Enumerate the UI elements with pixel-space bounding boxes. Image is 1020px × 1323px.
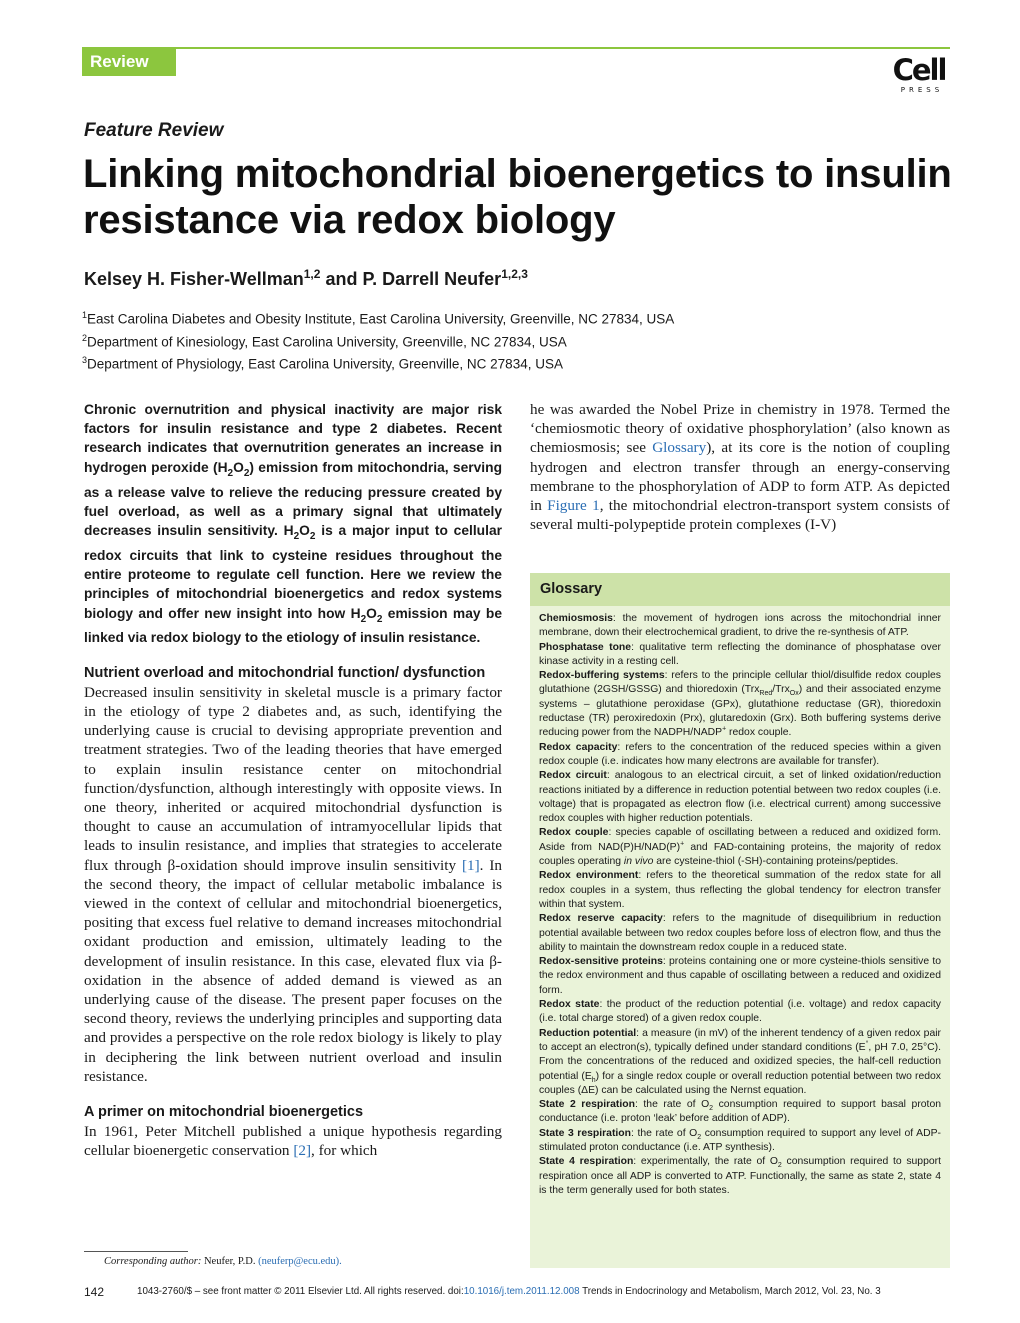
citation-link[interactable]: [1] bbox=[461, 856, 480, 874]
figure-link[interactable]: Figure 1 bbox=[547, 497, 600, 515]
affiliation-text: East Carolina Diabetes and Obesity Institute, East Carolina University, Greenville, NC 27834, USA bbox=[87, 311, 675, 327]
glossary-entry: State 3 respiration: the rate of $O_2$ consumption required to support any level of ADP-stimulated proton conductance (i.e. ATP synthesis). bbox=[539, 1127, 942, 1153]
email-link[interactable]: (neuferp@ecu.edu). bbox=[258, 1256, 342, 1267]
affiliation bbox=[82, 351, 674, 374]
glossary-link[interactable]: Glossary bbox=[652, 439, 707, 457]
glossary-entry: State 2 respiration: the rate of $O_2$ consumption required to support basal proton conductance (i.e. proton ‘leak’ before addition of ADP). bbox=[539, 1099, 941, 1125]
article-type: Feature Review bbox=[84, 120, 224, 141]
glossary-entry: Redox-buffering systems: refers to the principle cellular thiol/disulfide redox couples glutathione (2GSH/GSSG) and thioredoxin (Trx$_{Red}$/Trx$_{Ox}$) and their associated enzyme systems – glutathione peroxidase (GPx), glutathione reductase (GR), thioredoxin reductase (TR) peroxiredoxin (Prx), glutaredoxin (Grx). Both buffering systems derive reducing power from the NADPH/NADP+ redox couple. bbox=[539, 670, 941, 739]
left-column bbox=[84, 400, 502, 1160]
body-paragraph: Decreased insulin sensitivity in skeletal muscle is a primary factor in the etiology of type 2 diabetes and, as such, identifying the underlying cause is crucial to devising appropriate prevention and treatment strategies. Two of the leading theories that have emerged to explain insulin resistance center on mitochondrial function/dysfunction, although interestingly with opposite views. In one theory, inherited or acquired mitochondrial dysfunction is thought to cause an accumulation of intramyocellular lipids that leads to insulin resistance, and implies that strategies to accelerate flux through β-oxidation should improve insulin sensitivity [1]. In the second theory, the impact of cellular metabolic imbalance is viewed in the context of cellular and mitochondrial bioenergetics, positing that excess fuel relative to demand increases mitochondrial oxidant production and emission, ultimately leading to the development of insulin resistance. In this case, elevated flux via β-oxidation in the absence of added demand is viewed as an underlying cause of the disease. The present paper focuses on the second theory, reviews the underlying principles and supporting data and provides a perspective on the role redox biology is likely to play in deciphering the link between nutrient overload and insulin resistance. bbox=[84, 683, 503, 1085]
affiliation-text: Department of Kinesiology, East Carolina University, Greenville, NC 27834, USA bbox=[87, 334, 567, 349]
page-number: 142 bbox=[84, 1285, 105, 1299]
corresponding-author: Corresponding author: Neufer, P.D. (neuferp@ecu.edu). bbox=[104, 1256, 342, 1267]
abstract: Chronic overnutrition and physical inactivity are major risk factors for insulin resistance and type 2 diabetes. Recent research indicates that overnutrition generates an increase in hydrogen peroxide $(H_2O_2)$ emission from mitochondria, serving as a release valve to relieve the reducing pressure created by fuel overload, as well as a primary signal that ultimately decreases insulin sensitivity. $H_2O_2$ is a major input to cellular redox circuits that link to cysteine residues throughout the entire proteome to regulate cell function. Here we review the principles of mitochondrial bioenergetics and redox systems biology and offer new insight into how $H_2O_2$ emission may be linked via redox biology to the etiology of insulin resistance. bbox=[84, 402, 502, 646]
glossary-box bbox=[530, 573, 950, 1268]
section-heading: A primer on mitochondrial bioenergetics bbox=[84, 1103, 364, 1120]
affiliation-text: Department of Physiology, East Carolina University, Greenville, NC 27834, USA bbox=[87, 356, 563, 372]
glossary-entry: Redox capacity: refers to the concentration of the reduced species within a given redox couple (i.e. indicates how many electrons are available for transfer). bbox=[539, 741, 941, 767]
author-affil-sup: 1,2 bbox=[303, 267, 321, 281]
citation-link[interactable]: [2] bbox=[293, 1142, 312, 1160]
author-list bbox=[84, 267, 528, 290]
affiliation bbox=[82, 329, 674, 352]
right-column bbox=[530, 400, 950, 534]
author-name: P. Darrell Neufer bbox=[362, 269, 502, 289]
affiliation bbox=[82, 306, 674, 329]
glossary-entry: Redox-sensitive proteins: proteins containing one or more cysteine-thiols sensitive to the redox environment and thus capable of oscillating between a reduced and oxidized form. bbox=[539, 956, 941, 996]
glossary-entry: Phosphatase tone: qualitative term reflecting the dominance of phosphatase over kinase activity in a resting cell. bbox=[539, 641, 941, 667]
affiliation-number: 1 bbox=[82, 310, 88, 320]
footnote-rule bbox=[84, 1251, 188, 1252]
cell-press-logo bbox=[888, 54, 950, 95]
glossary-body bbox=[530, 606, 950, 1198]
glossary-entry: Chemiosmosis: the movement of hydrogen ions across the mitochondrial inner membrane, down their electrochemical gradient, to drive the re-synthesis of ATP. bbox=[539, 613, 941, 639]
logo-sub: PRESS bbox=[900, 86, 944, 94]
article-title: Linking mitochondrial bioenergetics to insulin resistance via redox biology bbox=[83, 152, 952, 242]
journal-footer: 1043-2760/$ – see front matter © 2011 Elsevier Ltd. All rights reserved. doi:10.1016/j.tem.2011.12.008 Trends in Endocrinology and Metabolism, March 2012, Vol. 23, No. 3 bbox=[137, 1286, 881, 1297]
affiliations bbox=[82, 306, 674, 374]
glossary-entry: Redox couple: species capable of oscillating between a reduced and oxidized form. Aside from NAD(P)H/NAD(P)+ and FAD-containing proteins, the majority of redox couples operating in vivo are cysteine-thiol (-SH)-containing proteins/peptides. bbox=[539, 827, 942, 868]
logo-word: Cell bbox=[892, 53, 946, 87]
glossary-entry: Redox state: the product of the reduction potential (i.e. voltage) and redox capacity (i.e. total charge stored) of a given redox couple. bbox=[539, 999, 941, 1025]
section-heading: Nutrient overload and mitochondrial function/ dysfunction bbox=[84, 664, 486, 681]
review-tag: Review bbox=[82, 47, 176, 76]
affiliation-number: 3 bbox=[82, 355, 88, 365]
author-name: Kelsey H. Fisher-Wellman bbox=[84, 269, 304, 289]
glossary-heading: Glossary bbox=[530, 573, 950, 606]
body-paragraph: In 1961, Peter Mitchell published a unique hypothesis regarding cellular bioenergetic conservation [2], for which bbox=[84, 1122, 502, 1160]
header-rule bbox=[82, 47, 950, 49]
affiliation-number: 2 bbox=[82, 332, 88, 343]
glossary-entry: State 4 respiration: experimentally, the rate of $O_2$ consumption required to support respiration once all ADP is converted to ATP. Functionally, the same as state 2, state 4 is the term generally used for both states. bbox=[539, 1156, 941, 1196]
body-paragraph: he was awarded the Nobel Prize in chemistry in 1978. Termed the ‘chemiosmotic theory of oxidative phosphorylation’ (also known as chemiosmosis; see Glossary), at its core is the notion of coupling hydrogen and electron transfer through an energy-conserving membrane to the phosphorylation of ADP to form ATP. As depicted in Figure 1, the mitochondrial electron-transport system consists of several multi-polypeptide protein complexes (I-V) bbox=[530, 401, 950, 534]
author-separator: and bbox=[320, 269, 363, 289]
author-affil-sup: 1,2,3 bbox=[501, 267, 528, 281]
glossary-entry: Redox environment: refers to the theoretical summation of the redox state for all redox couples in a system, thus reflecting the global tendency for electron transfer within that system. bbox=[539, 870, 941, 910]
doi-link[interactable]: 10.1016/j.tem.2011.12.008 bbox=[463, 1286, 580, 1297]
glossary-entry: Redox circuit: analogous to an electrical circuit, a set of linked oxidation/reduction reactions initiated by a difference in reduction potential between two redox couples (i.e. voltage) that is propagated as electron flow (i.e. electrical current) among successive redox couples with higher reduction potentials. bbox=[539, 770, 941, 825]
glossary-entry: Redox reserve capacity: refers to the magnitude of disequilibrium in reduction potential available between two redox couples before loss of electron flow, and thus the ability to maintain the downstream redox couple in a reduced state. bbox=[539, 913, 941, 953]
glossary-entry: Reduction potential: a measure (in mV) of the inherent tendency of a given redox pair to accept an electron(s), typically defined under standard conditions (E°, pH 7.0, 25°C). From the concentrations of the reduced and oxidized species, the half-cell reduction potential $(E_h)$ for a single redox couple or overall reduction potential between two redox couples (ΔE) can be calculated using the Nernst equation. bbox=[539, 1027, 941, 1096]
